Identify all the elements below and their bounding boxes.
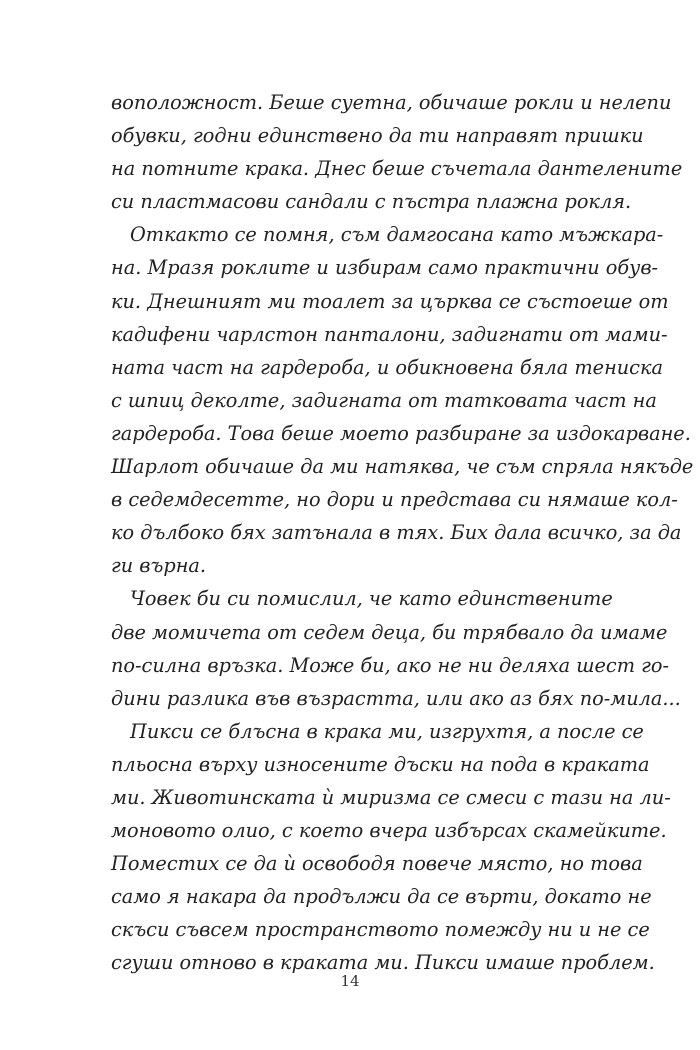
text-line: си пластмасови сандали с пъстра плажна рокля. <box>111 190 632 214</box>
text-line: ми. Животинската ѝ миризма се смеси с тази на ли- <box>111 785 671 809</box>
text-line: Човек би си помислил, че като единствените <box>130 587 613 611</box>
paragraph-2 <box>111 218 694 582</box>
paragraph-3 <box>111 582 681 714</box>
text-line: пльосна върху износените дъски на пода в краката <box>111 752 650 776</box>
text-line: ки. Днешният ми тоалет за църква се състоеше от <box>111 289 669 313</box>
text-line: Откакто се помня, съм дамгосана като мъжкара- <box>130 223 664 247</box>
text-line: Поместих се да ѝ освободя повече място, но това <box>111 852 643 876</box>
text-line: само я накара да продължи да се върти, докато не <box>111 885 652 909</box>
paragraph-1 <box>111 86 683 218</box>
text-line: сгуши отново в краката ми. Пикси имаше проблем. <box>111 951 655 975</box>
text-line: обувки, годни единствено да ти направят пришки <box>111 124 644 148</box>
text-line: Шарлот обичаше да ми натяква, че съм спряла някъде <box>111 455 694 479</box>
text-line: кадифени чарлстон панталони, задигнати от мами- <box>111 322 668 346</box>
text-line: ги върна. <box>111 554 207 578</box>
text-line: ната част на гардероба, и обикновена бяла тениска <box>111 355 663 379</box>
text-line: Пикси се блъсна в крака ми, изгрухтя, а после се <box>130 719 644 743</box>
paragraph-4 <box>111 715 671 980</box>
text-line: по-силна връзка. Може би, ако не ни деляха шест го- <box>111 653 669 677</box>
text-line: воположност. Беше суетна, обичаше рокли и нелепи <box>111 91 672 114</box>
page-number: 14 <box>340 972 360 990</box>
text-line: скъси съвсем пространството помежду ни и не се <box>111 918 650 942</box>
text-line: на потните крака. Днес беше съчетала дантелените <box>111 157 683 181</box>
text-line: моновото олио, с което вчера избърсах скамейките. <box>111 819 667 843</box>
text-line: две момичета от седем деца, би трябвало да имаме <box>111 620 668 644</box>
text-line: гардероба. Това беше моето разбиране за издокарване. <box>111 421 691 445</box>
text-line: на. Мразя роклите и избирам само практични обув- <box>111 256 659 280</box>
text-line: ко дълбоко бях затънала в тях. Бих дала всичко, за да <box>111 521 682 545</box>
text-line: дини разлика във възрастта, или ако аз бях по-мила... <box>111 686 681 710</box>
text-line: в седемдесетте, но дори и представа си нямаше кол- <box>111 488 678 512</box>
text-line: с шпиц деколте, задигната от татковата част на <box>111 388 657 412</box>
body-text <box>111 86 694 980</box>
